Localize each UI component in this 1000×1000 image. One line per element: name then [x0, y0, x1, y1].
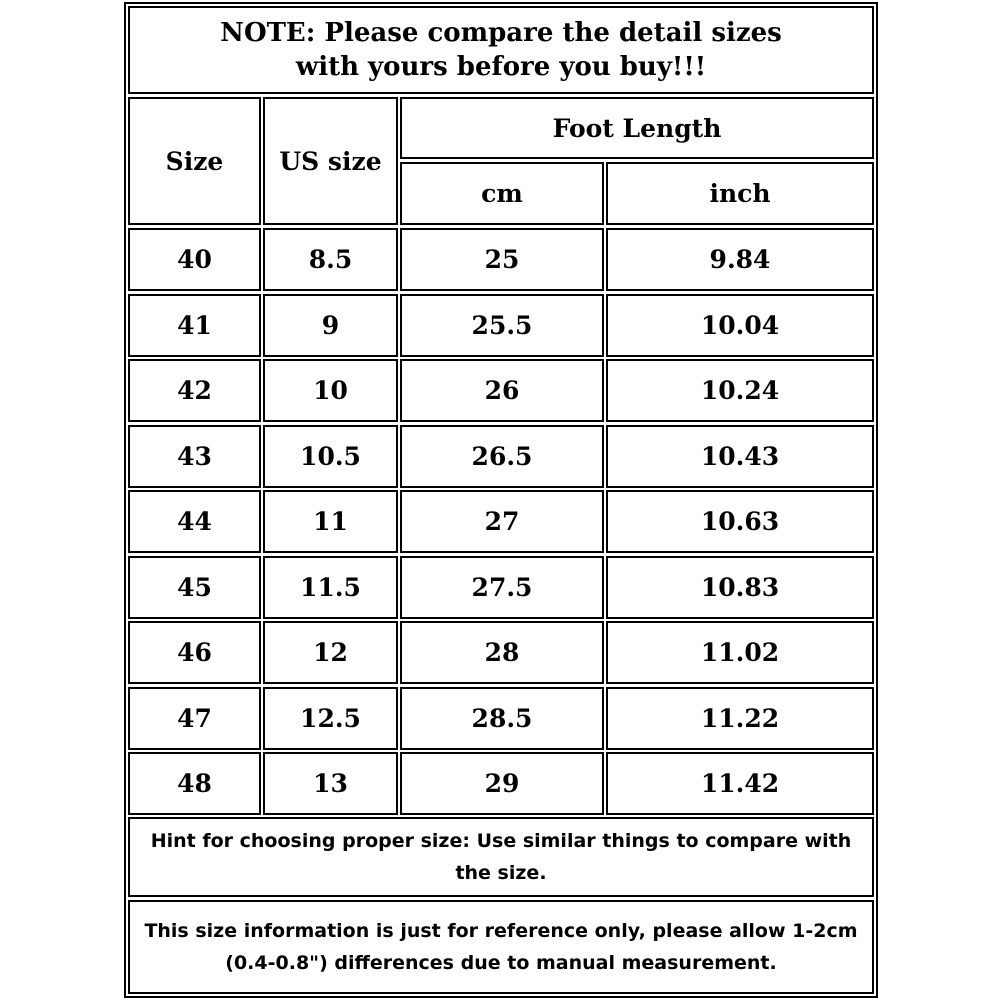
cell-cm: 29 — [400, 752, 604, 815]
cell-inch: 10.24 — [606, 359, 874, 422]
cell-size: 41 — [128, 294, 261, 357]
note-line-2: with yours before you buy!!! — [295, 52, 707, 82]
cell-inch: 11.42 — [606, 752, 874, 815]
disclaimer-line-2: (0.4-0.8") differences due to manual measurement. — [225, 952, 777, 974]
cell-cm: 26.5 — [400, 425, 604, 488]
disclaimer-line-1: This size information is just for reference only, please allow 1-2cm — [144, 920, 858, 942]
cell-us: 11 — [263, 490, 398, 553]
cell-cm: 25.5 — [400, 294, 604, 357]
cell-size: 45 — [128, 556, 261, 619]
cell-size: 44 — [128, 490, 261, 553]
header-size: Size — [128, 97, 261, 225]
header-foot-length: Foot Length — [400, 97, 874, 159]
cell-cm: 28 — [400, 621, 604, 684]
cell-size: 48 — [128, 752, 261, 815]
hint-line-1: Hint for choosing proper size: Use similar things to compare with — [150, 830, 852, 852]
cell-inch: 11.02 — [606, 621, 874, 684]
header-inch: inch — [606, 162, 874, 225]
cell-size: 47 — [128, 687, 261, 750]
cell-inch: 10.83 — [606, 556, 874, 619]
cell-us: 11.5 — [263, 556, 398, 619]
cell-size: 46 — [128, 621, 261, 684]
cell-size: 43 — [128, 425, 261, 488]
cell-us: 10.5 — [263, 425, 398, 488]
cell-inch: 10.04 — [606, 294, 874, 357]
note-line-1: NOTE: Please compare the detail sizes — [220, 18, 782, 48]
cell-size: 40 — [128, 228, 261, 291]
hint-line-2: the size. — [455, 862, 547, 884]
header-us-size: US size — [263, 97, 398, 225]
cell-us: 8.5 — [263, 228, 398, 291]
cell-us: 12 — [263, 621, 398, 684]
cell-us: 9 — [263, 294, 398, 357]
cell-size: 42 — [128, 359, 261, 422]
cell-cm: 25 — [400, 228, 604, 291]
cell-inch: 9.84 — [606, 228, 874, 291]
note-box — [128, 6, 874, 94]
cell-cm: 27.5 — [400, 556, 604, 619]
cell-cm: 27 — [400, 490, 604, 553]
cell-inch: 10.43 — [606, 425, 874, 488]
cell-us: 12.5 — [263, 687, 398, 750]
cell-cm: 26 — [400, 359, 604, 422]
disclaimer-box — [128, 900, 874, 994]
hint-box — [128, 817, 874, 897]
cell-cm: 28.5 — [400, 687, 604, 750]
cell-us: 13 — [263, 752, 398, 815]
header-cm: cm — [400, 162, 604, 225]
cell-inch: 11.22 — [606, 687, 874, 750]
cell-us: 10 — [263, 359, 398, 422]
cell-inch: 10.63 — [606, 490, 874, 553]
